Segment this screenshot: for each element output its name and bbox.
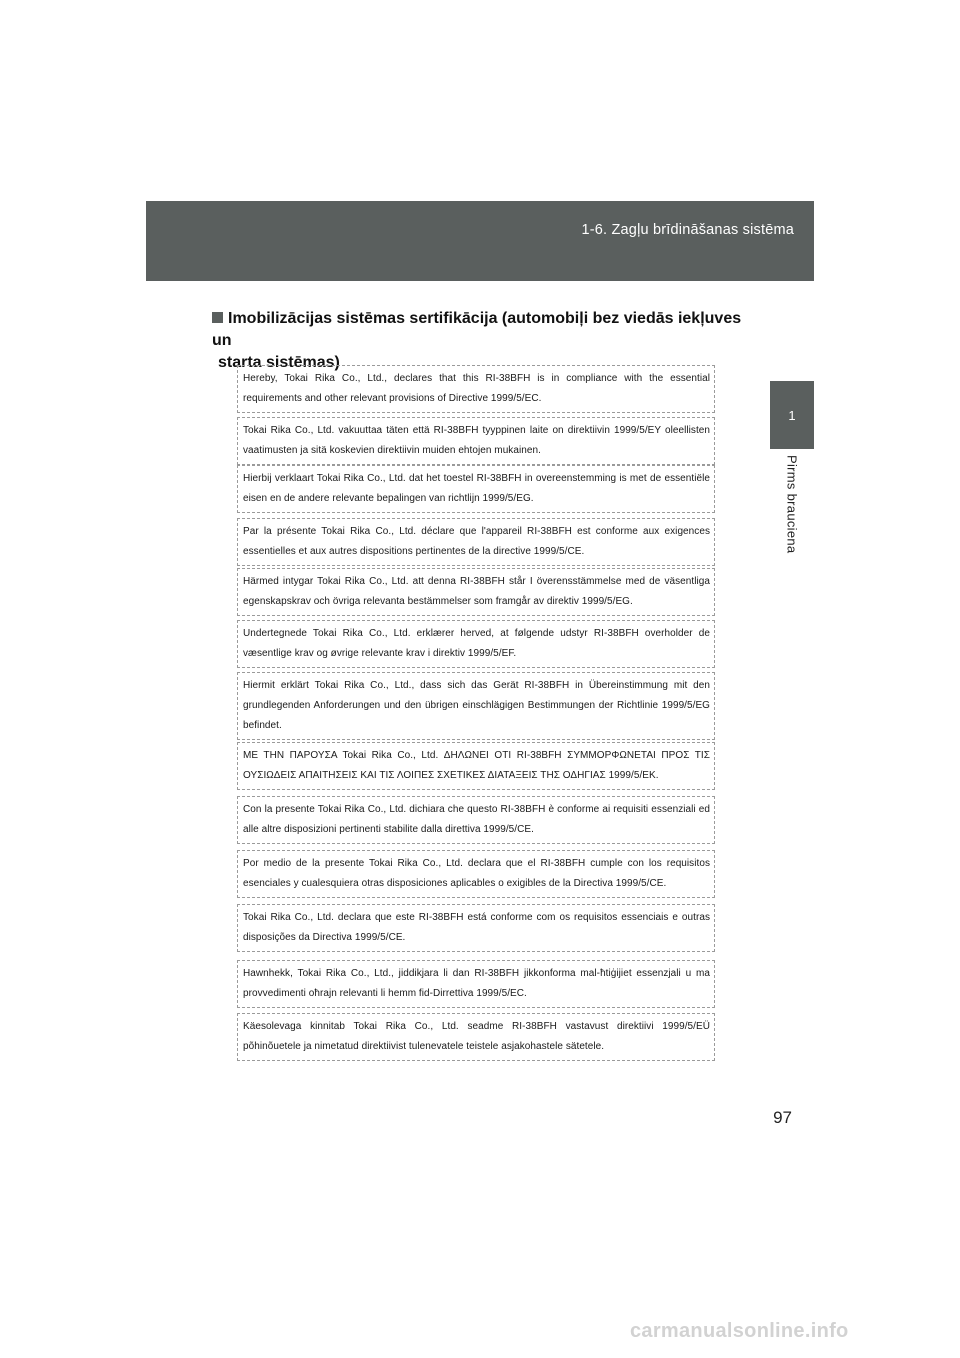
watermark: carmanualsonline.info [630,1320,849,1342]
certificate-box-sv: Härmed intygar Tokai Rika Co., Ltd. att denna RI-38BFH står I överensstämmelse med de väsentliga egenskapskrav och övriga relevanta bestämmelser som framgår av direktiv 1999/5/EG. [237,568,715,616]
certificate-box-en: Hereby, Tokai Rika Co., Ltd., declares that this RI-38BFH is in compliance with the essential requirements and other relevant provisions of Directive 1999/5/EC. [237,365,715,413]
section-heading-text1: Imobilizācijas sistēmas sertifikācija (automobiļi bez viedās iekļuves un [212,310,742,349]
section-heading-text2: starta sistēmas) [218,354,340,371]
chapter-side-title: Pirms brauciena [784,455,800,554]
certificate-box-fi: Tokai Rika Co., Ltd. vakuuttaa täten että RI-38BFH tyyppinen laite on direktiivin 1999/5/EY oleellisten vaatimusten ja sitä koskevien direktiivin muiden ehtojen mukainen. [237,417,715,465]
certificate-box-it: Con la presente Tokai Rika Co., Ltd. dichiara che questo RI-38BFH è conforme ai requisiti essenziali ed alle altre disposizioni pertinenti stabilite dalla direttiva 1999/5/CE. [237,796,715,844]
certificate-box-de: Hiermit erklärt Tokai Rika Co., Ltd., dass sich das Gerät RI-38BFH in Übereinstimmung mit den grundlegenden Anforderungen und den übrigen einschlägigen Bestimmungen der Richtlinie 1999/5/EG befindet. [237,672,715,740]
chapter-number-tab: 1 [770,381,814,449]
certificate-box-da: Undertegnede Tokai Rika Co., Ltd. erklærer herved, at følgende udstyr RI-38BFH overholder de væsentlige krav og øvrige relevante krav i direktiv 1999/5/EF. [237,620,715,668]
certificate-box-nl: Hierbij verklaart Tokai Rika Co., Ltd. dat het toestel RI-38BFH in overeenstemming is met de essentiële eisen en de andere relevante bepalingen van richtlijn 1999/5/EG. [237,465,715,513]
chapter-side-label [770,455,814,585]
chapter-header-bar [146,201,814,281]
certificate-box-es: Por medio de la presente Tokai Rika Co., Ltd. declara que el RI-38BFH cumple con los requisitos esenciales y cualesquiera otras disposiciones aplicables o exigibles de la Directiva 1999/5/CE. [237,850,715,898]
certificate-box-el: ΜΕ ΤΗΝ ΠΑΡΟΥΣΑ Tokai Rika Co., Ltd. ΔΗΛΩΝΕΙ ΟΤΙ RI-38BFH ΣΥΜΜΟΡΦΩΝΕΤΑΙ ΠΡΟΣ ΤΙΣ ΟΥΣΙΩΔΕΙΣ ΑΠΑΙΤΗΣΕΙΣ ΚΑΙ ΤΙΣ ΛΟΙΠΕΣ ΣΧΕΤΙΚΕΣ ΔΙΑΤΑΞΕΙΣ ΤΗΣ ΟΔΗΓΙΑΣ 1999/5/ΕΚ. [237,742,715,790]
square-bullet-icon [212,312,223,323]
certificate-box-fr: Par la présente Tokai Rika Co., Ltd. déclare que l'appareil RI-38BFH est conforme aux exigences essentielles et aux autres dispositions pertinentes de la directive 1999/5/CE. [237,518,715,566]
section-heading-line1 [212,308,762,352]
certificate-box-et: Käesolevaga kinnitab Tokai Rika Co., Ltd. seadme RI-38BFH vastavust direktiivi 1999/5/EÜ põhinõuetele ja nimetatud direktiivist tulenevatele teistele asjakohastele sätetele. [237,1013,715,1061]
chapter-section-title: 1-6. Zagļu brīdināšanas sistēma [581,222,794,238]
certificate-box-pt: Tokai Rika Co., Ltd. declara que este RI-38BFH está conforme com os requisitos essenciais e outras disposições da Directiva 1999/5/CE. [237,904,715,952]
certificate-box-mt: Hawnhekk, Tokai Rika Co., Ltd., jiddikjara li dan RI-38BFH jikkonforma mal-ħtiġijiet essenzjali u ma provvedimenti oħrajn relevanti li hemm fid-Dirrettiva 1999/5/EC. [237,960,715,1008]
page-number: 97 [773,1108,792,1127]
